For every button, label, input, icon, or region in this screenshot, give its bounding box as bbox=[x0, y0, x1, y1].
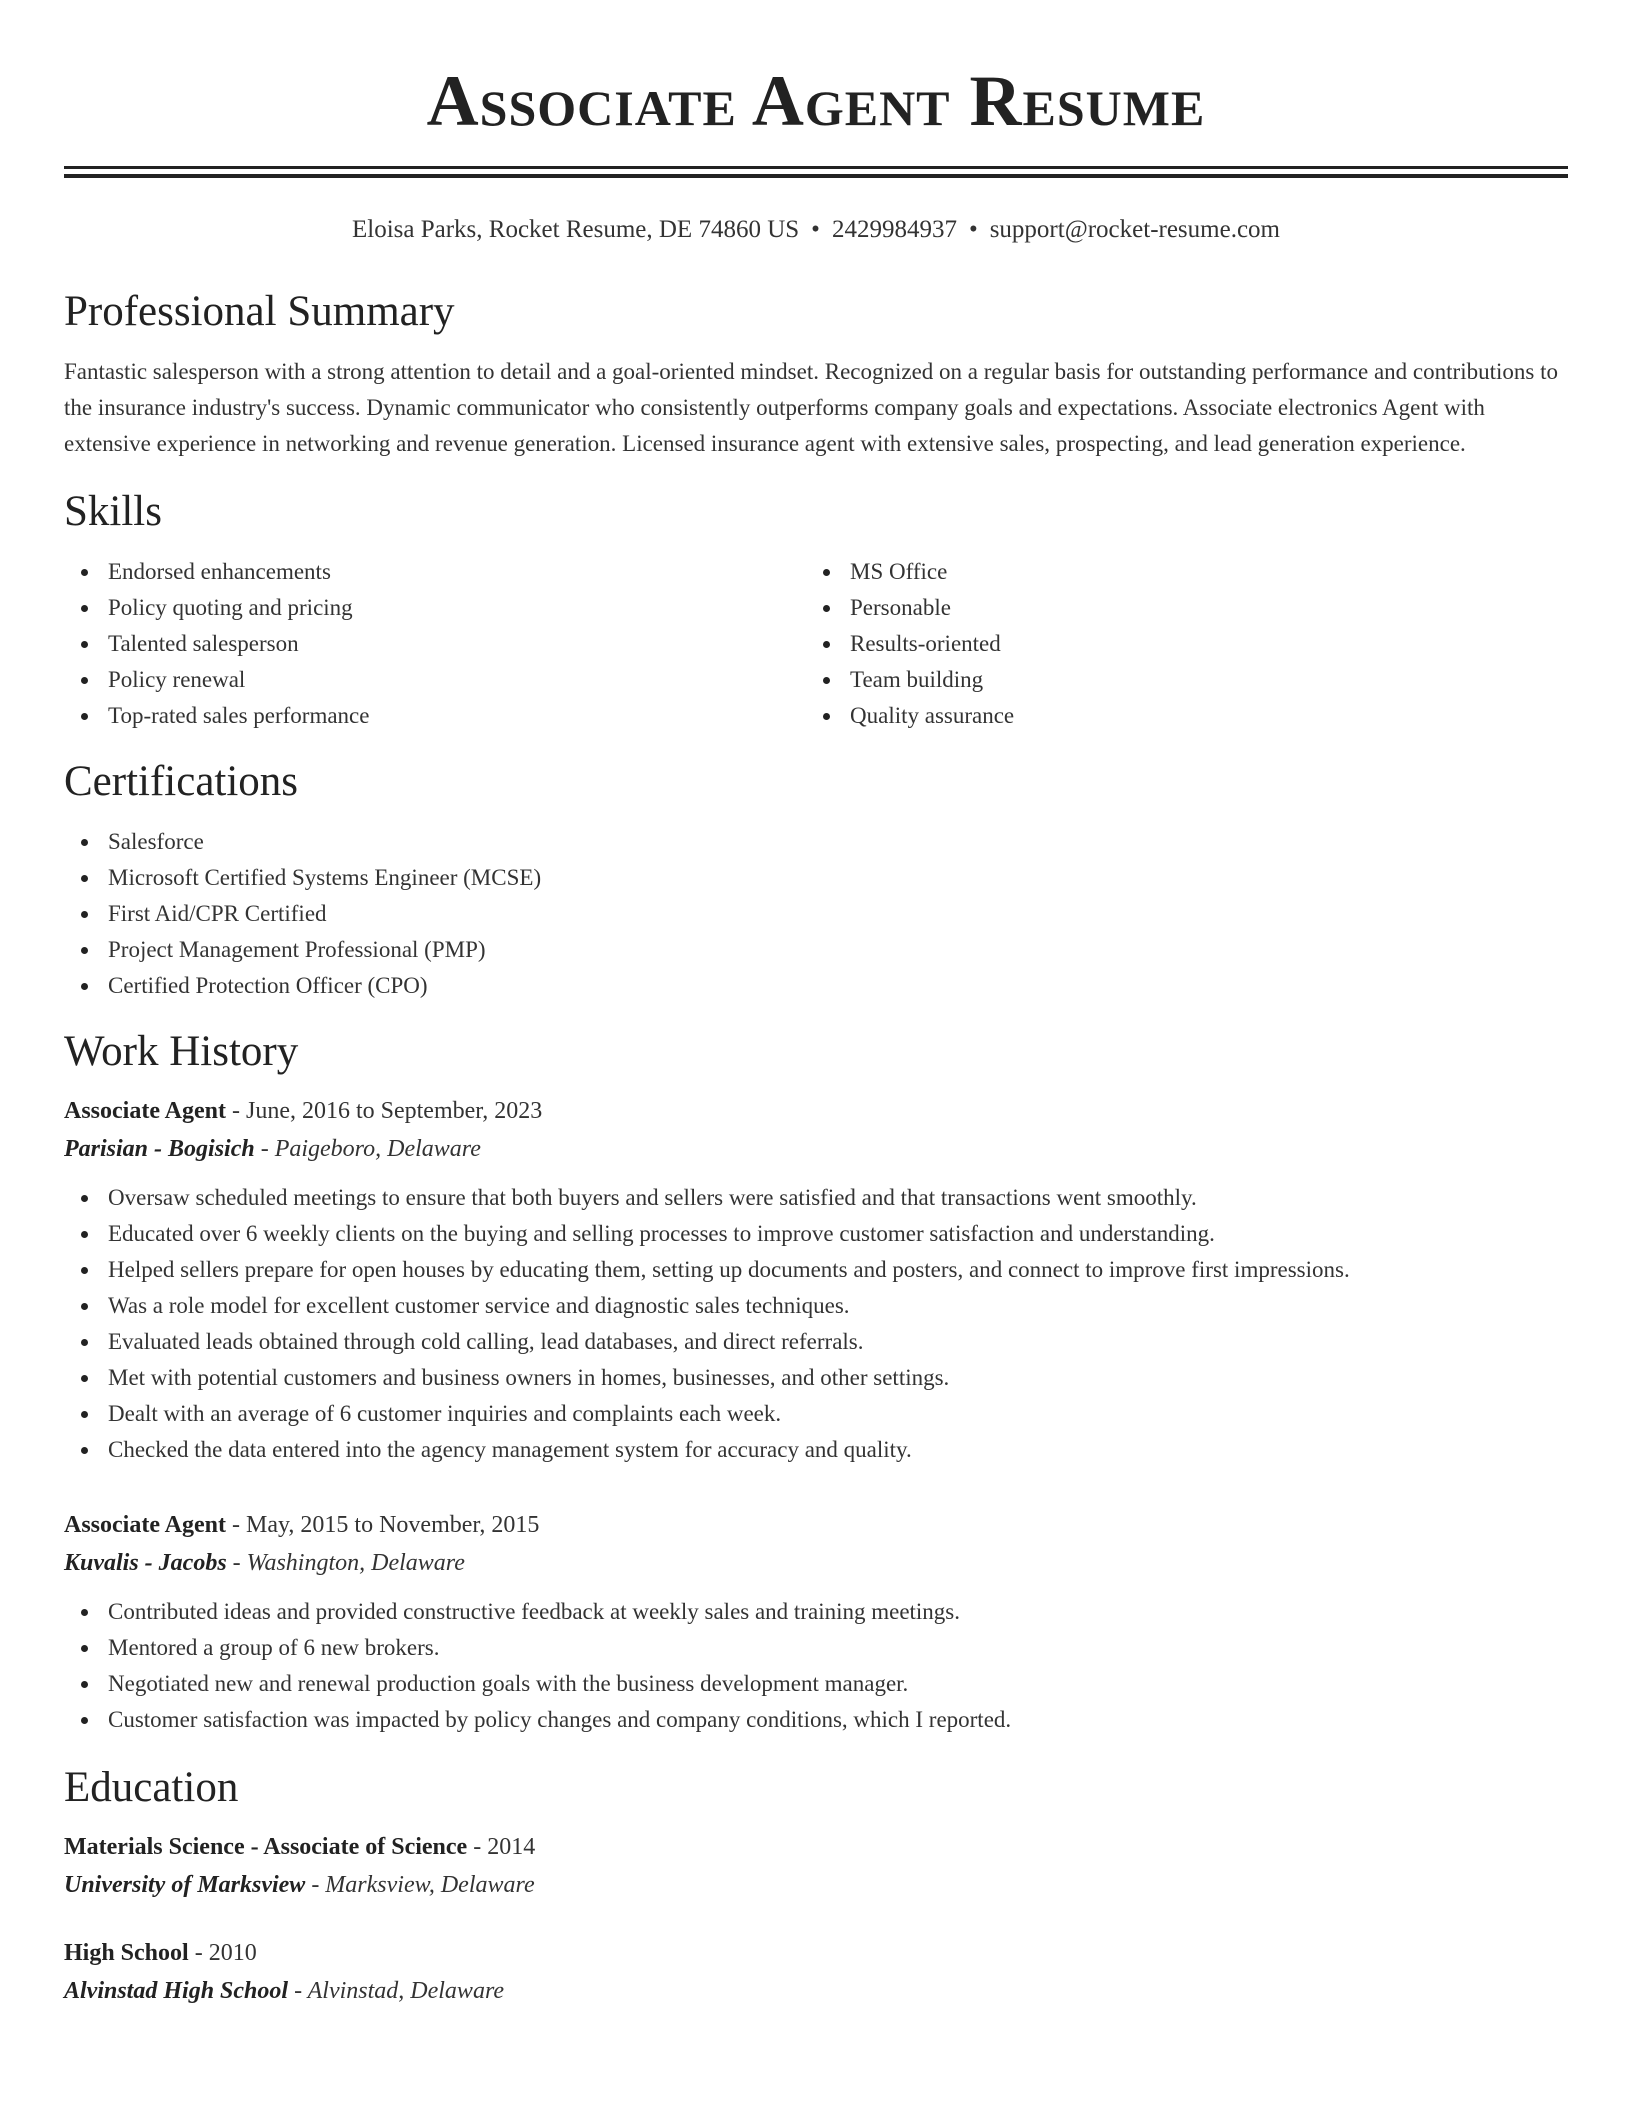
work-history-heading: Work History bbox=[64, 1028, 299, 1075]
job-bullet: Helped sellers prepare for open houses by educating them, setting up documents and posters, and connect to improve first impressions. bbox=[64, 1252, 1568, 1288]
skills-heading: Skills bbox=[64, 488, 162, 535]
contact-email: support@rocket-resume.com bbox=[989, 216, 1280, 243]
education-degree-line bbox=[64, 1934, 1568, 1972]
contact-address: Eloisa Parks, Rocket Resume, DE 74860 US bbox=[351, 216, 800, 243]
skill-item: Results-oriented bbox=[806, 626, 1548, 662]
contact-separator: • bbox=[968, 216, 978, 243]
certification-item: Salesforce bbox=[64, 824, 1568, 860]
education-heading: Education bbox=[64, 1764, 239, 1811]
certifications-heading: Certifications bbox=[64, 758, 299, 805]
job-bullet: Evaluated leads obtained through cold calling, lead databases, and direct referrals. bbox=[64, 1324, 1568, 1360]
skill-item: Endorsed enhancements bbox=[64, 554, 806, 590]
job-bullet: Was a role model for excellent customer service and diagnostic sales techniques. bbox=[64, 1288, 1568, 1324]
job-title: Associate Agent bbox=[64, 1098, 226, 1124]
job-bullets bbox=[64, 1594, 1568, 1738]
skill-item: Personable bbox=[806, 590, 1548, 626]
job-title-line bbox=[64, 1506, 1568, 1544]
education-degree: High School bbox=[64, 1940, 189, 1966]
job-bullet: Negotiated new and renewal production goals with the business development manager. bbox=[64, 1666, 1568, 1702]
job-company-line bbox=[64, 1130, 1568, 1168]
job-bullet: Oversaw scheduled meetings to ensure that both buyers and sellers were satisfied and that transactions went smoothly. bbox=[64, 1180, 1568, 1216]
skill-item: MS Office bbox=[806, 554, 1548, 590]
education-school-line bbox=[64, 1866, 1568, 1904]
education-year: - 2014 bbox=[467, 1834, 536, 1860]
resume-page bbox=[64, 0, 1568, 2010]
skill-item: Policy quoting and pricing bbox=[64, 590, 806, 626]
certification-item: Certified Protection Officer (CPO) bbox=[64, 968, 1568, 1004]
job-bullet: Checked the data entered into the agency management system for accuracy and quality. bbox=[64, 1432, 1568, 1468]
education-degree: Materials Science - Associate of Science bbox=[64, 1834, 468, 1860]
job-title-line bbox=[64, 1092, 1568, 1130]
skills-columns bbox=[64, 554, 1568, 734]
skill-item: Quality assurance bbox=[806, 698, 1548, 734]
skill-item: Policy renewal bbox=[64, 662, 806, 698]
certification-item: Microsoft Certified Systems Engineer (MCSE) bbox=[64, 860, 1568, 896]
contact-phone: 2429984937 bbox=[831, 216, 957, 243]
page-title: Associate Agent Resume bbox=[426, 61, 1206, 141]
job-title: Associate Agent bbox=[64, 1512, 226, 1538]
skills-list-right bbox=[806, 554, 1548, 734]
job-location: - Paigeboro, Delaware bbox=[254, 1136, 481, 1162]
job-company: Kuvalis - Jacobs bbox=[64, 1550, 227, 1576]
summary-heading: Professional Summary bbox=[64, 288, 455, 335]
skill-item: Top-rated sales performance bbox=[64, 698, 806, 734]
job-company-line bbox=[64, 1544, 1568, 1582]
education-degree-line bbox=[64, 1828, 1568, 1866]
job-location: - Washington, Delaware bbox=[226, 1550, 465, 1576]
summary-text: Fantastic salesperson with a strong attention to detail and a goal-oriented mindset. Recognized on a regular basis for outstanding performance and contributions to the insurance industry's success. Dynamic communicator who consistently outperforms company goals and expectations. Associate electronics Agent with extensive experience in networking and revenue generation. Licensed insurance agent with extensive sales, prospecting, and lead generation experience. bbox=[64, 359, 1558, 456]
education-year: - 2010 bbox=[188, 1940, 257, 1966]
job-bullet: Dealt with an average of 6 customer inquiries and complaints each week. bbox=[64, 1396, 1568, 1432]
education-school: Alvinstad High School bbox=[64, 1978, 289, 2004]
job-entry bbox=[64, 1092, 1568, 1468]
certification-item: Project Management Professional (PMP) bbox=[64, 932, 1568, 968]
job-bullet: Customer satisfaction was impacted by policy changes and company conditions, which I reported. bbox=[64, 1702, 1568, 1738]
education-school-line bbox=[64, 1972, 1568, 2010]
title-divider bbox=[64, 166, 1568, 178]
job-bullet: Mentored a group of 6 new brokers. bbox=[64, 1630, 1568, 1666]
education-school: University of Marksview bbox=[64, 1872, 306, 1898]
skills-list-left bbox=[64, 554, 806, 734]
certifications-list bbox=[64, 824, 1568, 1004]
job-entry bbox=[64, 1506, 1568, 1738]
job-dates: - May, 2015 to November, 2015 bbox=[225, 1512, 540, 1538]
skill-item: Team building bbox=[806, 662, 1548, 698]
job-bullet: Met with potential customers and business owners in homes, businesses, and other settings. bbox=[64, 1360, 1568, 1396]
job-bullet: Contributed ideas and provided constructive feedback at weekly sales and training meetings. bbox=[64, 1594, 1568, 1630]
job-dates: - June, 2016 to September, 2023 bbox=[225, 1098, 543, 1124]
education-entry bbox=[64, 1934, 1568, 2010]
job-bullets bbox=[64, 1180, 1568, 1468]
education-location: - Alvinstad, Delaware bbox=[288, 1978, 505, 2004]
certification-item: First Aid/CPR Certified bbox=[64, 896, 1568, 932]
education-location: - Marksview, Delaware bbox=[305, 1872, 535, 1898]
education-entry bbox=[64, 1828, 1568, 1904]
skill-item: Talented salesperson bbox=[64, 626, 806, 662]
contact-line bbox=[64, 214, 1568, 246]
contact-separator: • bbox=[811, 216, 820, 243]
job-company: Parisian - Bogisich bbox=[64, 1136, 255, 1162]
job-bullet: Educated over 6 weekly clients on the buying and selling processes to improve customer satisfaction and understanding. bbox=[64, 1216, 1568, 1252]
